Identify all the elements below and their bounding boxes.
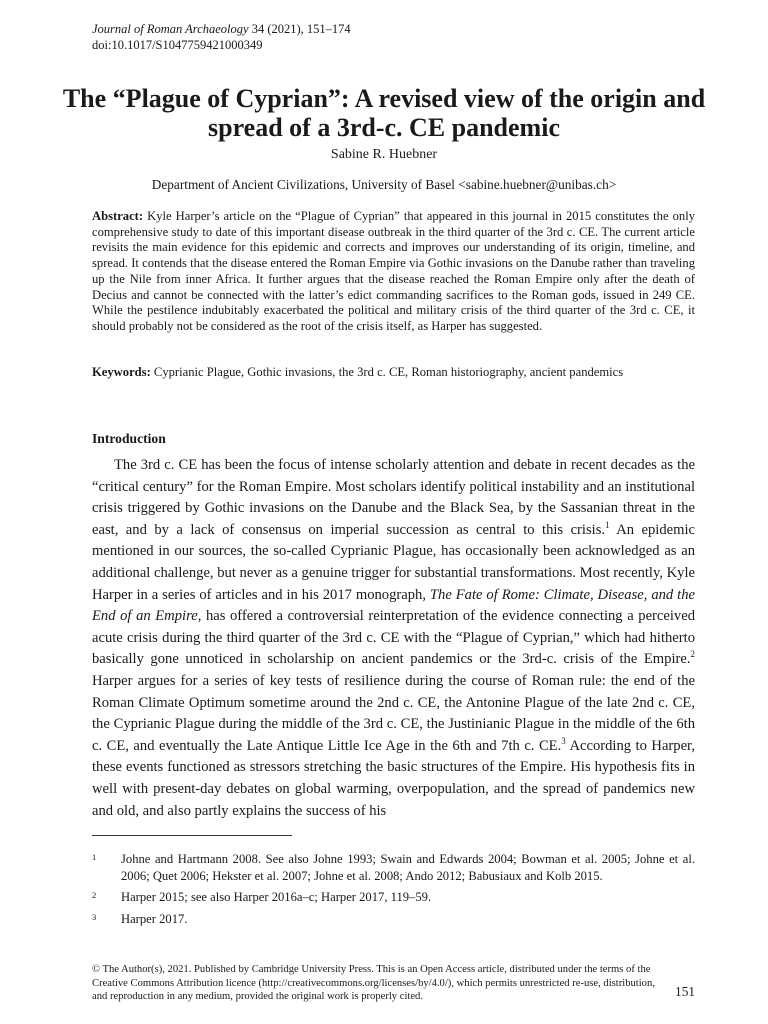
footnote-number: 1 bbox=[92, 852, 97, 862]
author-name: Sabine R. Huebner bbox=[330, 147, 438, 162]
intro-text-1: The 3rd c. CE has been the focus of intense scholarly attention and debate in recent decades as the “critical century” for the Roman Empire. Most scholars identify political instability and an institutional crisis triggered by Gothic invasions on the Danube and the Black Sea, by the Sassanian threat in the east, and by a lack of consensus on imperial succession as central to this crisis. bbox=[92, 457, 695, 538]
doi: doi:10.1017/S1047759421000349 bbox=[92, 38, 263, 52]
footnote-ref-2[interactable]: 2 bbox=[690, 649, 695, 660]
footnote-number: 3 bbox=[92, 911, 97, 922]
journal-citation bbox=[92, 22, 351, 37]
intro-text-3: has offered a controversial reinterpretation of the evidence connecting a perceived acute crisis during the third quarter of the 3rd c. CE with the “Plague of Cyprian,” which had hitherto basically gone unnoticed in scholarship on ancient pandemics or the 3rd-c. crisis of the Empire. bbox=[92, 608, 695, 668]
article-title: The “Plague of Cyprian”: A revised view of the origin and spread of a 3rd-c. CE pandemic bbox=[62, 84, 706, 142]
intro-text-4: Harper argues for a series of key tests of resilience during the course of Roman rule: the end of the Roman Climate Optimum sometime around the 2nd c. CE, the Antonine Plague of the late 2nd c. CE, the Cyprianic Plague during the middle of the 3rd c. CE, the Justinianic Plague in the middle of the 6th c. CE, and eventually the Late Antique Little Ice Age in the 6th and 7th c. CE. bbox=[92, 672, 695, 754]
footnotes bbox=[92, 851, 695, 932]
abstract-text: Kyle Harper’s article on the “Plague of Cyprian” that appeared in this journal in 2015 constitutes the only comprehensive study to date of this important disease outbreak in the third quarter of the 3rd c. CE. The current article revisits the main evidence for this epidemic and corrects and improves our understanding of its origin, timeline, and spread. It contends that the disease entered the Roman Empire via Gothic invasions on the Danube rather than traveling up the Nile from inner Africa. It further argues that the disease reached the Roman Empire only after the death of Decius and cannot be connected with the latter’s edict commanding sacrifices to the Roman gods, issued in 249 CE. While the pestilence indubitably exacerbated the political and military crisis of the third quarter of the 3rd c. CE, it should probably not be considered as the root of the crisis itself, as Harper has suggested. bbox=[92, 209, 695, 333]
footnote-ref-3[interactable]: 3 bbox=[561, 735, 566, 746]
author-affiliation: Department of Ancient Civilizations, University of Basel <sabine.huebner@unibas.ch> bbox=[151, 177, 617, 192]
keywords bbox=[92, 364, 695, 380]
footnote-text: Johne and Hartmann 2008. See also Johne 1993; Swain and Edwards 2004; Bowman et al. 2005; Johne et al. 2006; Quet 2006; Hekster et al. 2007; Johne et al. 2008; Ando 2012; Babusiaux and Kolb 2015. bbox=[121, 852, 695, 883]
keywords-text: Cyprianic Plague, Gothic invasions, the 3rd c. CE, Roman historiography, ancient pandemics bbox=[150, 365, 624, 379]
keywords-label: Keywords: bbox=[92, 365, 151, 379]
license-notice: © The Author(s), 2021. Published by Cambridge University Press. This is an Open Access article, distributed under the terms of the Creative Commons Attribution licence (http://creativecommons.org/licenses/by/4.0/), which permits unrestricted re-use, distribution, and reproduction in any medium, provided the original work is properly cited. bbox=[92, 964, 655, 1003]
journal-volume-pages: 34 (2021), 151–174 bbox=[248, 22, 351, 36]
footnote-divider bbox=[92, 835, 292, 836]
introduction-paragraph bbox=[92, 455, 695, 822]
footnote-text: Harper 2015; see also Harper 2016a–c; Harper 2017, 119–59. bbox=[121, 890, 432, 904]
footnote-number: 2 bbox=[92, 890, 97, 900]
page-number: 151 bbox=[675, 984, 695, 999]
journal-name: Journal of Roman Archaeology bbox=[92, 22, 249, 36]
footnote-text: Harper 2017. bbox=[121, 911, 188, 926]
section-heading-introduction: Introduction bbox=[92, 431, 166, 446]
footnote-ref-1[interactable]: 1 bbox=[605, 519, 610, 530]
intro-text-2: An epidemic mentioned in our sources, the so-called Cyprianic Plague, has occasionally been acknowledged as an additional challenge, but never as a genuine trigger for substantial transformations. Most recently, Kyle Harper in a series of articles and in his 2017 monograph, bbox=[92, 521, 695, 603]
footnote-2 bbox=[92, 889, 695, 906]
abstract-label: Abstract: bbox=[92, 209, 144, 223]
footnote-1 bbox=[92, 851, 695, 884]
intro-text-5: According to Harper, these events functioned as stressors stretching the basic structures of the Empire. His hypothesis fits in well with present-day debates on global warming, overpopulation, and the spread of pandemics new and old, and also partly explains the success of his bbox=[92, 737, 695, 819]
footnote-3 bbox=[92, 911, 695, 928]
book-title: The Fate of Rome: Climate, Disease, and the End of an Empire, bbox=[92, 586, 695, 625]
abstract bbox=[92, 209, 695, 335]
